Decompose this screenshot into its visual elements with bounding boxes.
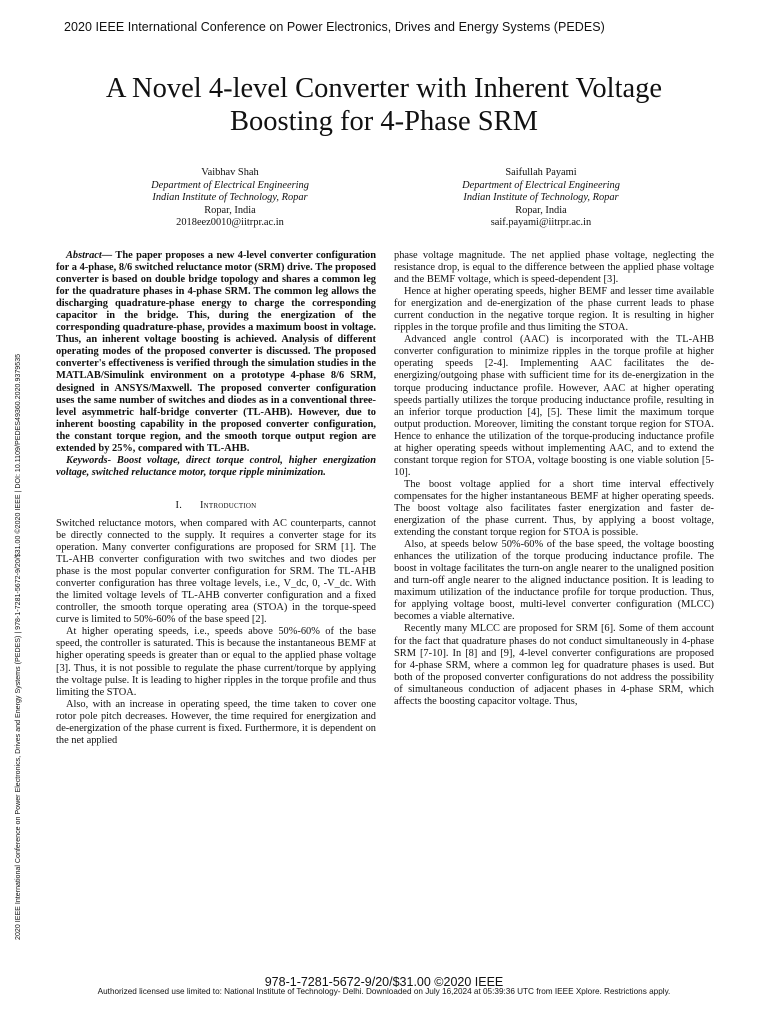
author-dept: Department of Electrical Engineering <box>151 179 309 191</box>
keywords-label: Keywords- <box>66 454 112 466</box>
footer-isbn: 978-1-7281-5672-9/20/$31.00 ©2020 IEEE <box>264 975 504 989</box>
author-name: Vaibhav Shah <box>201 167 259 178</box>
author-institution: Indian Institute of Technology, Ropar <box>152 192 308 204</box>
body-paragraph: Advanced angle control (AAC) is incorporated with the TL-AHB converter configuration to minimize ripples in the torque profile at higher operating speeds [2-4]. Implementing AAC facilitates the de-energizing/outgoing phase with sufficient time for its de-energization in the torque producing inductance profile. However, AAC at higher operating speeds partially utilizes the torque producing inductance profile, resulting in an inferior torque production [4], [5]. These limit the maximum torque output production. Moreover, limiting the constant torque region for STOA. Hence to enhance the utilization of the torque-producing inductance profile at higher operating speeds without implementing AAC, and to extend the constant torque region for STOA, voltage boosting is one viable solution [5-10]. <box>394 334 714 478</box>
body-paragraph: Also, with an increase in operating speed, the time taken to cover one rotor pole pitch decreases. However, the time required for energization and de-energization of the phase current is fixed. Furthermore, it is dependent on the net applied <box>56 698 376 746</box>
author-institution: Indian Institute of Technology, Ropar <box>463 192 619 204</box>
footer-license: Authorized licensed use limited to: National Institute of Technology- Delhi. Downloaded on July 16,2024 at 05:39:36 UTC from IEEE Xplore. Restrictions apply. <box>97 987 671 996</box>
body-paragraph: Switched reluctance motors, when compared with AC counterparts, cannot be directly connected to the supply. It requires a converter stage for its operation. Many converter configurations are proposed for SRM [1]. The TL-AHB converter configuration with two switches and two diodes per phase is the most popular converter configuration for SRM. The TL-AHB converter configuration has three voltage levels, i.e., V_dc, 0, -V_dc. With the limited voltage levels of TL-AHB converter configuration and a fixed controller, the smooth torque operating area (STOA) in the torque-speed curve is limited to 50%-60% of the base speed [2]. <box>56 517 376 626</box>
title-line-2: Boosting for 4-Phase SRM <box>230 106 538 137</box>
abstract-text: The paper proposes a new 4-level converter configuration for a 4-phase, 8/6 switched reluctance motor (SRM) drive. The proposed converter is based on double bridge topology and shares a common leg for the quadrature phases in 4-phase SRM. The common leg allows the discharging quadrature-phase energy to charge the corresponding capacitor in the bridge. This, during the energization of the corresponding quadrature-phase, provides a maximum boost in voltage. Thus, an inherent voltage boosting is achieved. Analysis of different operating modes of the proposed converter is discussed. The proposed converter's effectiveness is verified through the simulation studies in the MATLAB/Simulink environment on a prototype 4-phase 8/6 SRM, designed in ANSYS/Maxwell. The proposed converter configuration uses the same number of switches and diodes as in a conventional three-level asymmetric half-bridge converter (TL-AHB). However, due to inherent boosting capability in the proposed converter configuration, the constant torque region, and the smooth torque output region are extended by 25%, compared with TL-AHB. <box>56 250 376 454</box>
author-dept: Department of Electrical Engineering <box>462 179 620 191</box>
title-line-1: A Novel 4-level Converter with Inherent Voltage <box>105 73 663 104</box>
section-number: I. <box>175 499 183 511</box>
body-paragraph: Hence at higher operating speeds, higher BEMF and lesser time available for energization and de-energization of the phase current leads to phase current conduction in the negative torque region. It is resulting in higher ripples in the torque profile and thus limiting the STOA. <box>394 286 714 334</box>
abstract-label: Abstract— <box>66 250 113 261</box>
abstract <box>56 250 376 455</box>
paper-title <box>0 72 768 138</box>
body-paragraph: Recently many MLCC are proposed for SRM [6]. Some of them account for the fact that quadrature phases do not conduct simultaneously in 4-phase SRM [7-10]. In [8] and [9], 4-level converter configurations are proposed for 4-phase SRM, where a common leg for quadrature phases is used. But both of the proposed converter configurations do not address the possibility of simultaneous conduction of adjacent phases in 4-phase SRM, which affects the boosting capacitor voltage. Thus, <box>394 623 714 707</box>
vertical-citation-text: 2020 IEEE International Conference on Power Electronics, Drives and Energy Systems (PEDES) | 978-1-7281-5672-9/20/$31.00 ©2020 IEEE | DOI: 10.1109/PEDES49360.2020.9379535 <box>14 353 22 940</box>
body-paragraph: phase voltage magnitude. The net applied phase voltage, neglecting the resistance drop, is equal to the difference between the applied phase voltage and the BEMF voltage, which is speed-dependent [3]. <box>394 250 714 286</box>
keywords <box>56 455 376 479</box>
vertical-margin-citation <box>14 180 32 940</box>
author-email[interactable]: 2018eez0010@iitrpr.ac.in <box>176 217 284 229</box>
left-column <box>56 250 376 747</box>
section-heading <box>56 500 376 512</box>
author-name: Saifullah Payami <box>505 167 577 178</box>
body-paragraph: At higher operating speeds, i.e., speeds above 50%-60% of the base speed, the controller is saturated. This is because the instantaneous BEMF at higher operating speeds is greater than or equal to the applied phase voltage [3]. Thus, it is not possible to regulate the phase current/torque by applying the voltage pulse. It is leading to higher ripples in the torque profile and thus limiting the STOA. <box>56 626 376 698</box>
keywords-text: Boost voltage, direct torque control, higher energization voltage, switched reluctance motor, torque ripple minimization. <box>56 454 376 478</box>
author-block-1 <box>100 167 360 230</box>
conference-header: 2020 IEEE International Conference on Power Electronics, Drives and Energy Systems (PEDES) <box>64 20 605 34</box>
author-email[interactable]: saif.payami@iitrpr.ac.in <box>490 217 592 229</box>
author-block-2 <box>411 167 671 230</box>
body-paragraph: Also, at speeds below 50%-60% of the base speed, the voltage boosting enhances the utilization of the torque producing inductance profile. The boost in voltage facilitates the turn-on angle nearer to the unaligned position and turn-off angle nearer to the aligned inductance position. It is leading to maximum utilization of the inductance profile for torque production. Thus, for applying voltage boost, multi-level converter configuration (MLCC) becomes a viable alternative. <box>394 539 714 623</box>
author-location: Ropar, India <box>515 204 567 216</box>
author-location: Ropar, India <box>204 204 256 216</box>
section-title: Introduction <box>200 499 257 511</box>
body-paragraph: The boost voltage applied for a short time interval effectively compensates for the higher instantaneous BEMF at higher operating speeds. The boost voltage also facilitates faster energization and faster de-energization of the phase current. Thus, by applying a boost voltage, extending the constant torque region for STOA is possible. <box>394 478 714 539</box>
right-column <box>394 250 714 708</box>
